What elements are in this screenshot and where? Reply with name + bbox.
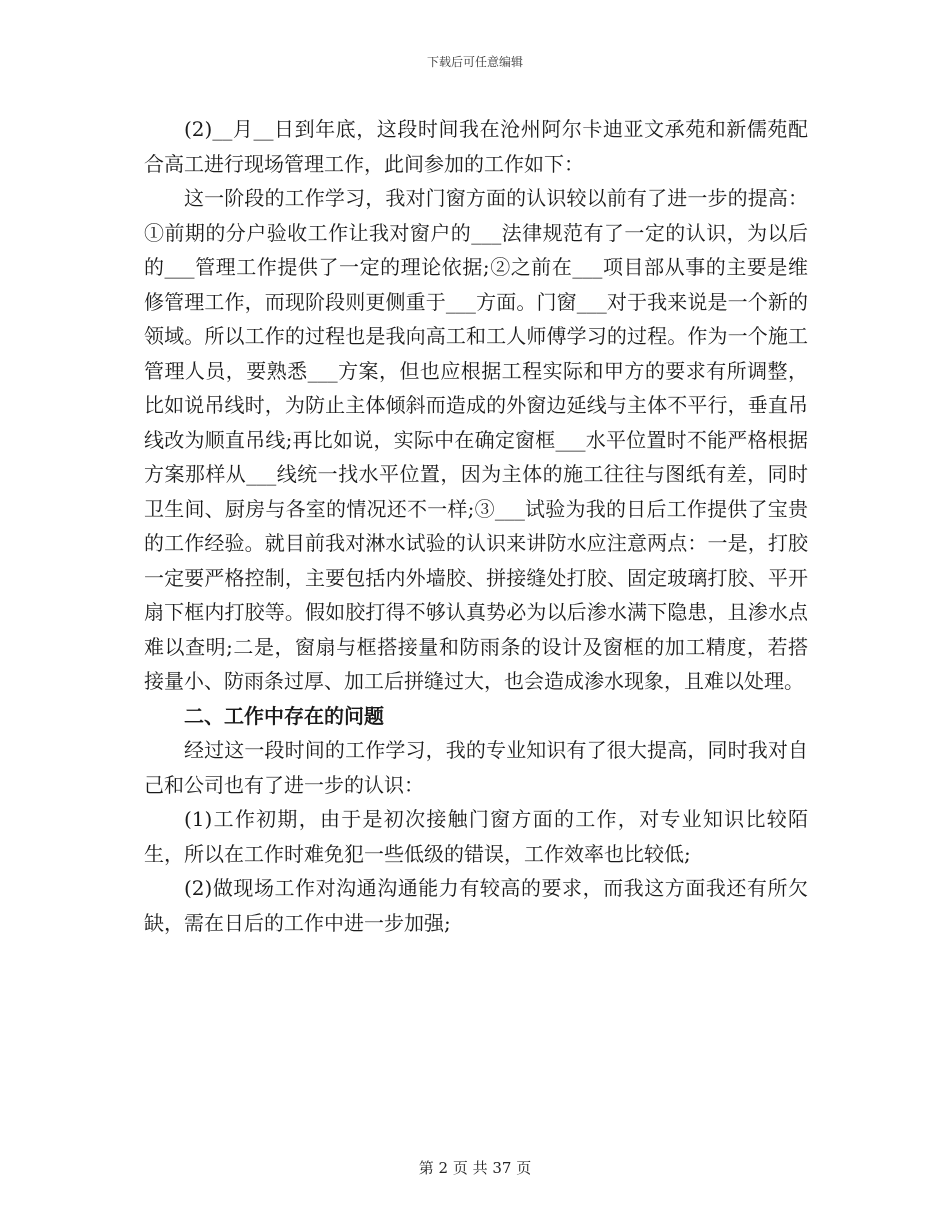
paragraph-period-two: (2)__月__日到年底，这段时间我在沧州阿尔卡迪亚文承苑和新儒苑配合高工进行现场管理工作，此间参加的工作如下： <box>144 117 808 176</box>
paragraph-problem-one: (1)工作初期，由于是初次接触门窗方面的工作，对专业知识比较陌生，所以在工作时难免犯一些低级的错误，工作效率也比较低; <box>144 807 808 866</box>
paragraph-intro-problems: 经过这一段时间的工作学习，我的专业知识有了很大提高，同时我对自己和公司也有了进一步的认识： <box>144 738 808 797</box>
page-footer: 第 2 页 共 37 页 <box>418 1159 532 1177</box>
section-heading-problems: 二、工作中存在的问题 <box>184 703 384 728</box>
page-header: 下载后可任意编辑 <box>426 55 523 69</box>
document-body <box>144 112 808 940</box>
paragraph-work-learning: 这一阶段的工作学习，我对门窗方面的认识较以前有了进一步的提高：①前期的分户验收工作让我对窗户的___法律规范有了一定的认识，为以后的___管理工作提供了一定的理论依据;②之前在___项目部从事的主要是维修管理工作，而现阶段则更侧重于___方面。门窗___对于我来说是一个新的领域。所以工作的过程也是我向高工和工人师傅学习的过程。作为一个施工管理人员，要熟悉___方案，但也应根据工程实际和甲方的要求有所调整，比如说吊线时，为防止主体倾斜而造成的外窗边延线与主体不平行，垂直吊线改为顺直吊线;再比如说，实际中在确定窗框___水平位置时不能严格根据方案那样从___线统一找水平位置，因为主体的施工往往与图纸有差，同时卫生间、厨房与各室的情况还不一样;③___试验为我的日后工作提供了宝贵的工作经验。就目前我对淋水试验的认识来讲防水应注意两点：一是，打胶一定要严格控制，主要包括内外墙胶、拼接缝处打胶、固定玻璃打胶、平开扇下框内打胶等。假如胶打得不够认真势必为以后渗水满下隐患，且渗水点难以查明;二是，窗扇与框搭接量和防雨条的设计及窗框的加工精度，若搭接量小、防雨条过厚、加工后拼缝过大，也会造成渗水现象，且难以处理。 <box>144 186 808 693</box>
paragraph-problem-two: (2)做现场工作对沟通沟通能力有较高的要求，而我这方面我还有所欠缺，需在日后的工作中进一步加强; <box>144 876 808 935</box>
